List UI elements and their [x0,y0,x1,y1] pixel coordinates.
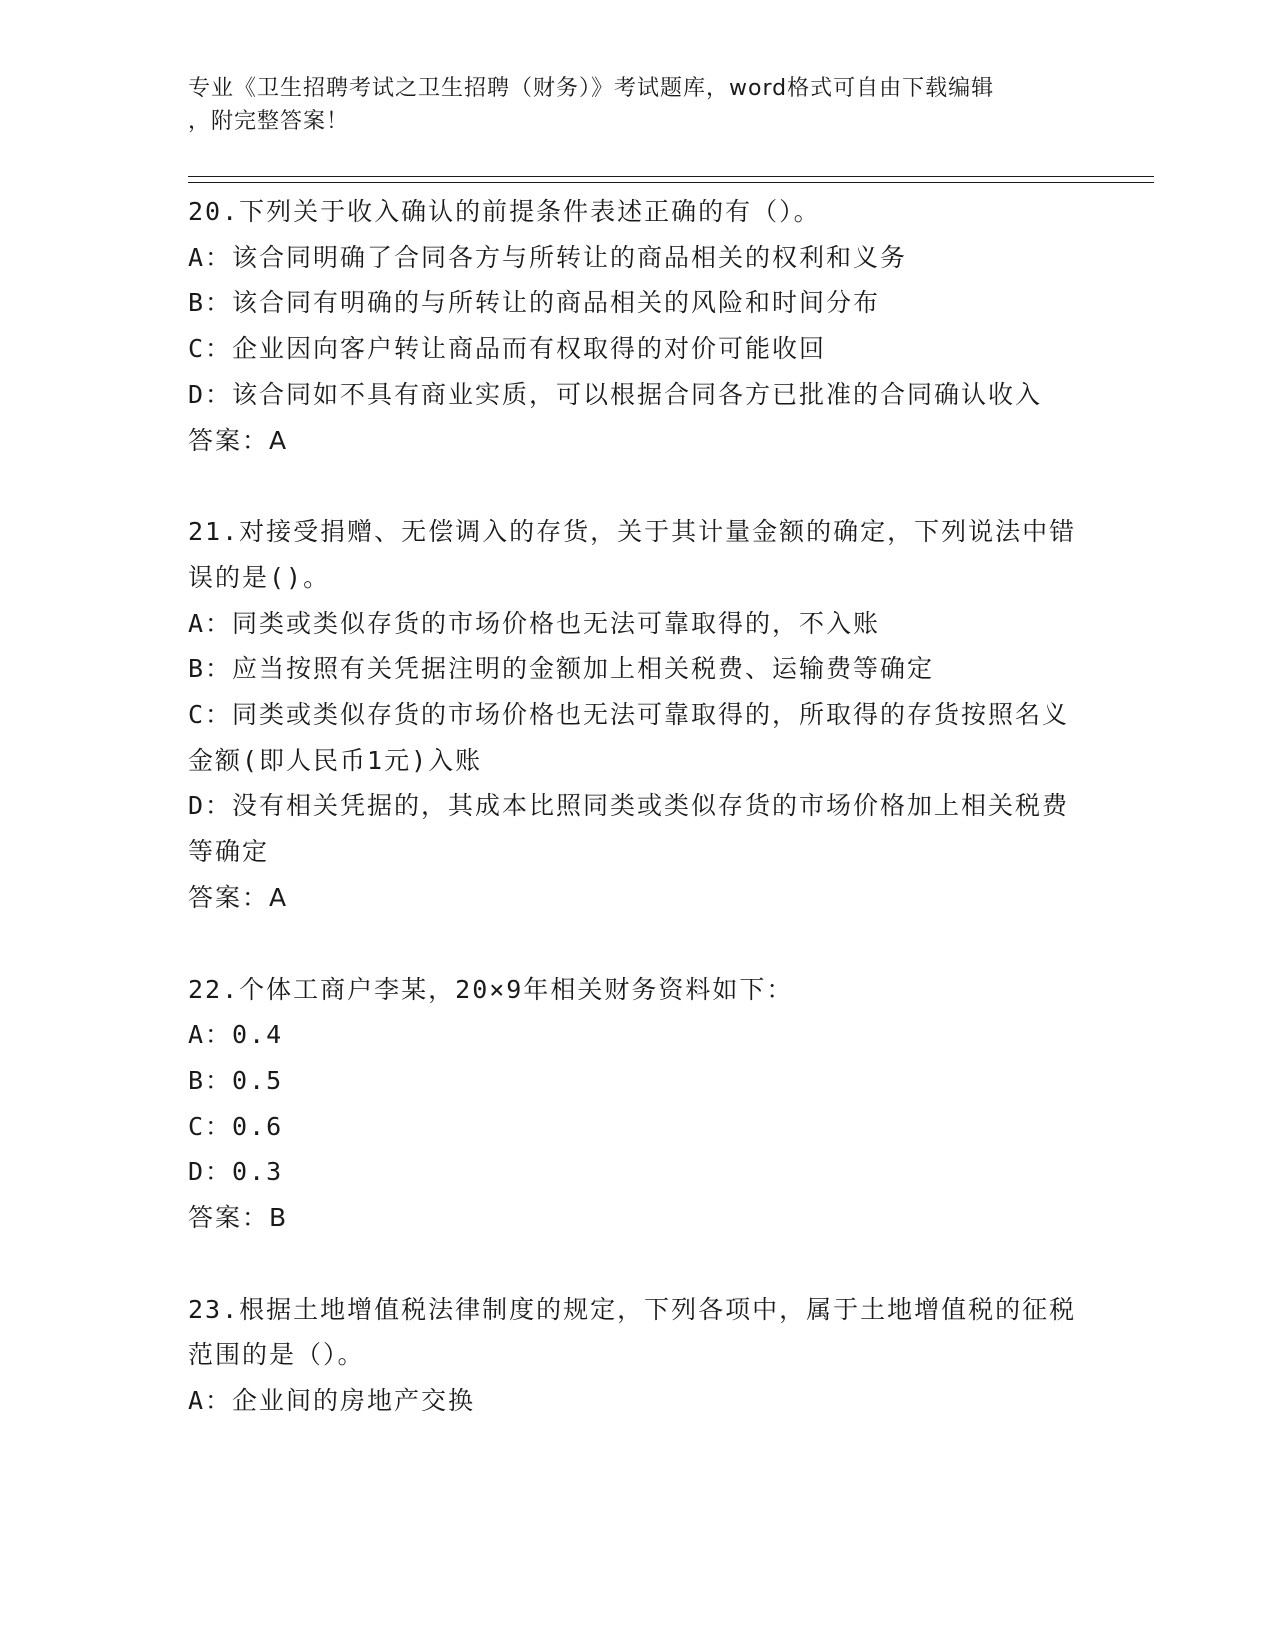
question-text: 22.个体工商户李某，20×9年相关财务资料如下： [188,974,794,1004]
header-divider-top [188,176,1154,177]
option-d: D：该合同如不具有商业实质，可以根据合同各方已批准的合同确认收入 [188,379,1043,409]
option-b: B：应当按照有关凭据注明的金额加上相关税费、运输费等确定 [188,654,935,684]
option-a: A：该合同明确了合同各方与所转让的商品相关的权利和义务 [188,242,908,272]
option-c: C：0.6 [188,1111,284,1141]
answer-text: 答案：A [188,425,289,455]
question-21 [188,509,1078,920]
question-23 [188,1287,1078,1424]
option-c: C：企业因向客户转让商品而有权取得的对价可能收回 [188,334,827,364]
option-b: B：该合同有明确的与所转让的商品相关的风险和时间分布 [188,288,881,318]
option-a: A：0.4 [188,1020,284,1050]
question-text: 21.对接受捐赠、无偿调入的存货，关于其计量金额的确定，下列说法中错误的是()。 [188,517,1077,592]
question-20 [188,189,1078,463]
option-d: D：0.3 [188,1157,284,1187]
question-list [188,189,1078,1424]
question-22 [188,967,1078,1241]
option-b: B：0.5 [188,1065,284,1095]
option-d: D：没有相关凭据的，其成本比照同类或类似存货的市场价格加上相关税费等确定 [188,791,1070,867]
header-line-1: 专业《卫生招聘考试之卫生招聘（财务）》考试题库，word格式可自由下载编辑 [188,76,995,101]
option-a: A：同类或类似存货的市场价格也无法可靠取得的，不入账 [188,608,881,638]
question-text: 23.根据土地增值税法律制度的规定，下列各项中，属于土地增值税的征税范围的是（）。 [188,1294,1077,1370]
document-header [188,72,1088,138]
option-a: A：企业间的房地产交换 [188,1386,476,1416]
question-spacer [188,1241,1078,1287]
header-divider-bottom [188,182,1154,183]
question-spacer [188,463,1078,509]
question-text: 20.下列关于收入确认的前提条件表述正确的有（）。 [188,197,821,226]
option-c: C：同类或类似存货的市场价格也无法可靠取得的，所取得的存货按照名义金额(即人民币1元)入账 [188,700,1070,775]
header-line-2: ，附完整答案！ [188,109,350,134]
answer-text: 答案：B [188,1203,289,1233]
question-spacer [188,921,1078,967]
answer-text: 答案：A [188,882,289,912]
